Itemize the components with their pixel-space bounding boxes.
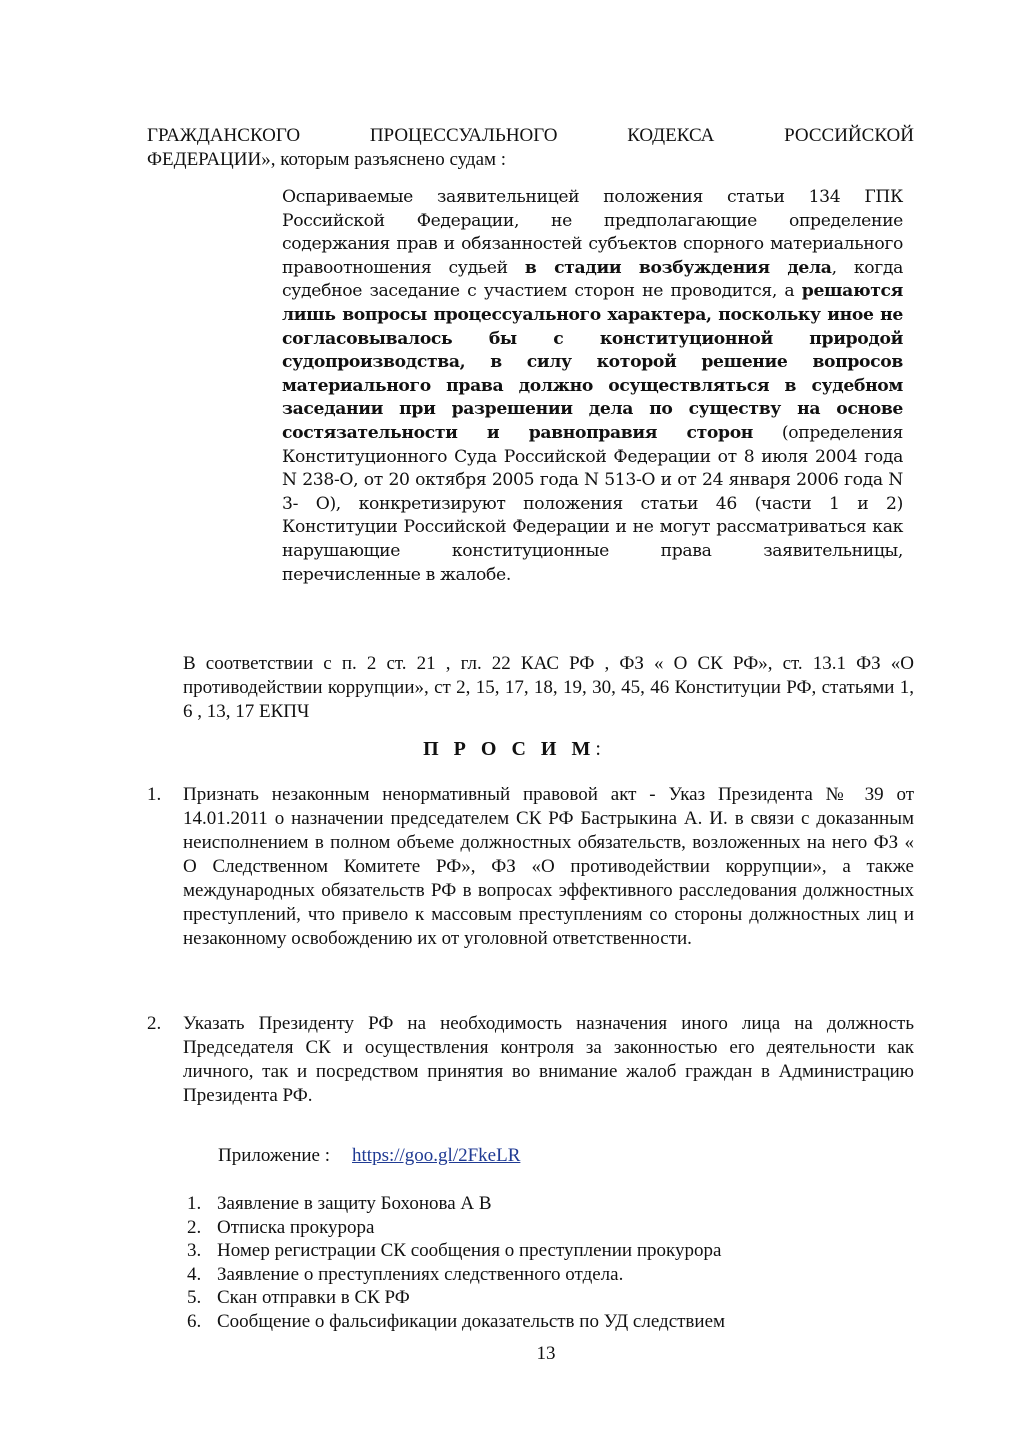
request-item	[147, 1012, 914, 1108]
appendix-label: Приложение :	[218, 1145, 331, 1166]
list-item-number: 4.	[187, 1263, 202, 1285]
list-item-text: Номер регистрации СК сообщения о преступлении прокурора	[217, 1240, 722, 1262]
page-number: 13	[536, 1343, 556, 1364]
list-item-number: 3.	[187, 1240, 202, 1262]
list-item-number: 6.	[187, 1310, 202, 1332]
heading-line	[147, 124, 914, 148]
heading-word: РОССИЙСКОЙ	[784, 125, 914, 146]
quote-text: Оспариваемые заявительницей положения статьи 134 ГПК Российской Федерации, не предполагающие определение содержания прав и обязанностей субъектов спорного материального правоотношения судьей	[282, 187, 903, 278]
request-title-colon: :	[595, 738, 601, 760]
list-item-text: Скан отправки в СК РФ	[217, 1287, 410, 1309]
list-item	[187, 1263, 725, 1287]
list-item-number: 2.	[187, 1216, 202, 1238]
request-title-text: П Р О С И М	[423, 738, 596, 760]
list-item	[187, 1239, 725, 1263]
request-item-number: 1.	[147, 784, 162, 805]
list-item	[187, 1310, 725, 1334]
request-item-text: Указать Президенту РФ на необходимость назначения иного лица на должность Председателя СК и осуществления контроля за законностью его деятельности как личного, так и посредством принятия во внимание жалоб граждан в Администрацию Президента РФ.	[183, 1013, 914, 1106]
attachments-list	[187, 1192, 725, 1334]
request-item-number: 2.	[147, 1013, 162, 1034]
quote-bold-text: решаются лишь вопросы процессуального характера, поскольку иное не согласовывалось бы с конституционной природой судопроизводства, в силу которой решение вопросов материального права должно осуществляться в судебном заседании при разрешении дела по существу на основе состязательности и равноправия сторон	[282, 281, 903, 443]
list-item-number: 5.	[187, 1287, 202, 1309]
request-item-text: Признать незаконным ненормативный правовой акт - Указ Президента № 39 от 14.01.2011 о назначении председателем СК РФ Бастрыкина А. И. в связи с доказанным неисполнением в полном объеме должностных обязательств, возложенных на него ФЗ « О Следственном Комитете РФ», ФЗ «О противодействии коррупции», а также международных обязательств РФ в вопросах эффективного расследования должностных преступлений, что привело к массовым преступлениям со стороны должностных лиц и незаконному освобождению их от уголовной ответственности.	[183, 784, 914, 949]
appendix-link[interactable]: https://goo.gl/2FkeLR	[352, 1145, 521, 1166]
heading-continuation: ФЕДЕРАЦИИ», которым разъяснено судам :	[147, 149, 507, 170]
heading-word: ПРОЦЕССУАЛЬНОГО	[369, 125, 558, 146]
list-item-text: Заявление в защиту Бохонова А В	[217, 1193, 492, 1214]
request-title	[0, 738, 1024, 761]
appendix-line	[218, 1144, 520, 1168]
heading-word: КОДЕКСА	[627, 125, 715, 146]
list-item	[187, 1192, 725, 1216]
list-item	[187, 1286, 725, 1310]
quote-text: , когда судебное заседание с участием сторон не проводится, а	[282, 257, 904, 302]
heading-word: ГРАЖДАНСКОГО	[147, 125, 301, 146]
quote-bold-text: в стадии возбуждения дела	[524, 257, 832, 278]
request-item	[147, 783, 914, 951]
list-item-text: Отписка прокурора	[217, 1216, 375, 1238]
list-item-number: 1.	[187, 1193, 202, 1214]
legal-basis-paragraph: В соответствии с п. 2 ст. 21 , гл. 22 КАС РФ , ФЗ « О СК РФ», ст. 13.1 ФЗ «О противодействии коррупции», ст 2, 15, 17, 18, 19, 30, 45, 46 Конституции РФ, статьями 1, 6 , 13, 17 ЕКПЧ	[183, 653, 914, 722]
quote-text: (определения Конституционного Суда Российской Федерации от 8 июля 2004 года N 238-О, от 20 октября 2005 года N 513-О и от 24 января 2006 года N 3- О), конкретизируют положения статьи 46 (части 1 и 2) Конституции Российской Федерации и не могут рассматриваться как нарушающие конституционные права заявительницы, перечисленные в жалобе.	[282, 422, 903, 585]
list-item-text: Сообщение о фальсификации доказательств по УД следствием	[217, 1310, 726, 1332]
court-quote	[282, 186, 903, 587]
list-item-text: Заявление о преступлениях следственного отдела.	[217, 1263, 624, 1285]
list-item	[187, 1216, 725, 1240]
